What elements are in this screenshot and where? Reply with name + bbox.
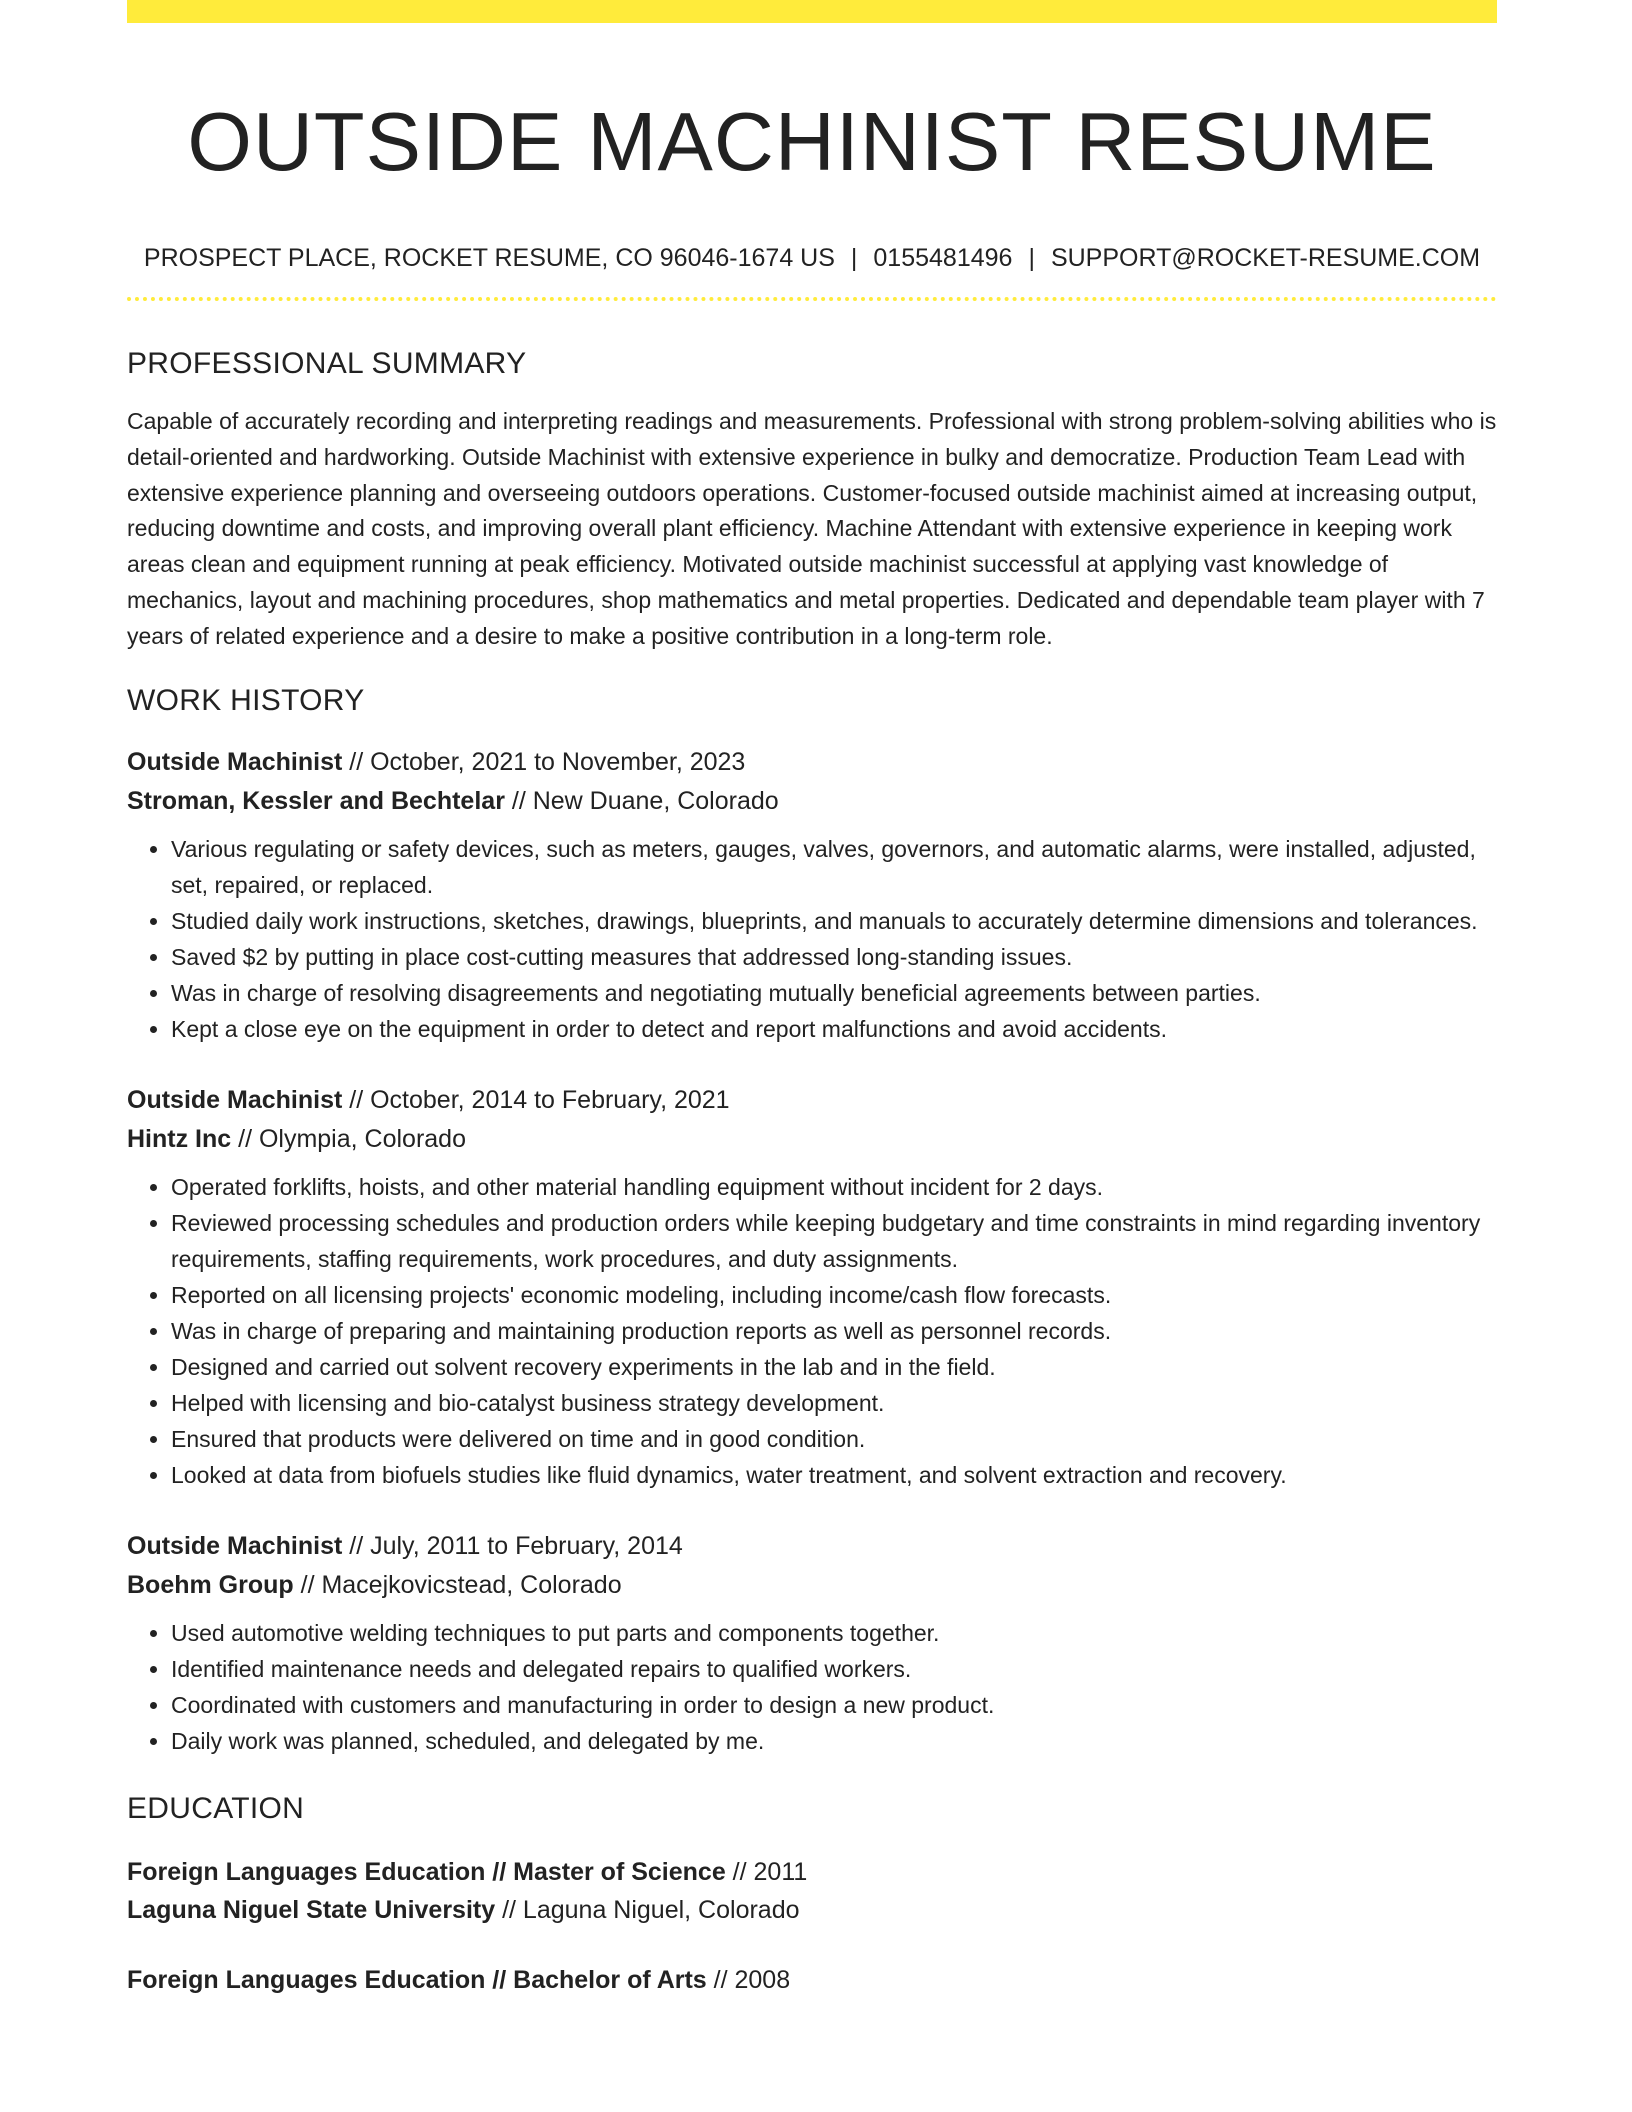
resume-title: OUTSIDE MACHINIST RESUME (187, 95, 1437, 188)
resume-content (127, 23, 1497, 1999)
list-item: • Ensured that products were delivered on time and in good condition. (171, 1421, 1497, 1457)
list-item: • Looked at data from biofuels studies like fluid dynamics, water treatment, and solvent extraction and recovery. (171, 1457, 1497, 1493)
contact-email: SUPPORT@ROCKET-RESUME.COM (1050, 244, 1481, 272)
job-location: // Olympia, Colorado (231, 1124, 466, 1153)
job-company: Hintz Inc (127, 1124, 232, 1153)
list-item: • Various regulating or safety devices, such as meters, gauges, valves, governors, and automatic alarms, were installed, adjusted, set, repaired, or replaced. (171, 831, 1497, 903)
job-title: Outside Machinist (127, 747, 343, 776)
job-dates: // July, 2011 to February, 2014 (342, 1531, 683, 1560)
contact-phone: 0155481496 (873, 244, 1013, 272)
education-entry (127, 1961, 1497, 1999)
job-bullets (127, 831, 1497, 1047)
job-entry (127, 1527, 1497, 1759)
job-title-line (127, 1081, 1497, 1120)
education-degree-line (127, 1961, 1497, 1999)
contact-address: PROSPECT PLACE, ROCKET RESUME, CO 96046-1674 US (143, 244, 835, 272)
list-item: • Daily work was planned, scheduled, and delegated by me. (171, 1723, 1497, 1759)
job-company: Boehm Group (127, 1570, 294, 1599)
job-entry (127, 1081, 1497, 1493)
accent-top-bar (127, 0, 1497, 23)
contact-separator: | (850, 244, 858, 272)
job-location: // New Duane, Colorado (504, 786, 779, 815)
list-item: • Used automotive welding techniques to put parts and components together. (171, 1615, 1497, 1651)
job-dates: // October, 2021 to November, 2023 (342, 747, 746, 776)
dotted-divider (127, 297, 1497, 301)
list-item: • Identified maintenance needs and delegated repairs to qualified workers. (171, 1651, 1497, 1687)
list-item: • Studied daily work instructions, sketches, drawings, blueprints, and manuals to accurately determine dimensions and tolerances. (171, 903, 1497, 939)
education-entry (127, 1853, 1497, 1929)
education-heading: EDUCATION (127, 1791, 305, 1825)
job-company-line (127, 782, 1497, 821)
job-bullets (127, 1169, 1497, 1493)
list-item: • Kept a close eye on the equipment in order to detect and report malfunctions and avoid accidents. (171, 1011, 1497, 1047)
summary-text: Capable of accurately recording and interpreting readings and measurements. Professional with strong problem-solving abilities who is detail-oriented and hardworking. Outside Machinist with extensive experience in bulky and democratize. Production Team Lead with extensive experience planning and overseeing outdoors operations. Customer-focused outside machinist aimed at increasing output, reducing downtime and costs, and improving overall plant efficiency. Machine Attendant with extensive experience in keeping work areas clean and equipment running at peak efficiency. Motivated outside machinist successful at applying vast knowledge of mechanics, layout and machining procedures, shop mathematics and metal properties. Dedicated and dependable team player with 7 years of related experience and a desire to make a positive contribution in a long-term role. (127, 408, 1497, 649)
contact-separator: | (1028, 244, 1035, 272)
list-item: • Saved $2 by putting in place cost-cutting measures that addressed long-standing issues. (171, 939, 1497, 975)
job-dates: // October, 2014 to February, 2021 (342, 1085, 730, 1114)
education-degree: Foreign Languages Education // Bachelor of Arts (127, 1965, 707, 1994)
contact-line (127, 241, 1497, 275)
list-item: • Operated forklifts, hoists, and other material handling equipment without incident for 2 days. (171, 1169, 1497, 1205)
job-company: Stroman, Kessler and Bechtelar (127, 786, 505, 815)
list-item: • Was in charge of preparing and maintaining production reports as well as personnel records. (171, 1313, 1497, 1349)
list-item: • Helped with licensing and bio-catalyst business strategy development. (171, 1385, 1497, 1421)
education-year: // 2011 (725, 1857, 808, 1886)
list-item: • Coordinated with customers and manufacturing in order to design a new product. (171, 1687, 1497, 1723)
education-degree: Foreign Languages Education // Master of Science (127, 1857, 726, 1886)
education-list (127, 1853, 1497, 1999)
education-year: // 2008 (706, 1965, 791, 1994)
education-school-line (127, 1891, 1497, 1929)
education-school: Laguna Niguel State University (127, 1895, 496, 1924)
job-title: Outside Machinist (127, 1531, 343, 1560)
job-title-line (127, 1527, 1497, 1566)
job-location: // Macejkovicstead, Colorado (293, 1570, 622, 1599)
list-item: • Reviewed processing schedules and production orders while keeping budgetary and time constraints in mind regarding inventory requirements, staffing requirements, work procedures, and duty assignments. (171, 1205, 1497, 1277)
summary-heading: PROFESSIONAL SUMMARY (127, 347, 527, 380)
job-company-line (127, 1566, 1497, 1605)
work-history-list (127, 743, 1497, 1759)
list-item: • Reported on all licensing projects' economic modeling, including income/cash flow forecasts. (171, 1277, 1497, 1313)
education-location: // Laguna Niguel, Colorado (495, 1895, 800, 1924)
job-title-line (127, 743, 1497, 782)
work-history-heading: WORK HISTORY (127, 683, 365, 717)
education-degree-line (127, 1853, 1497, 1891)
job-company-line (127, 1120, 1497, 1159)
list-item: • Was in charge of resolving disagreements and negotiating mutually beneficial agreements between parties. (171, 975, 1497, 1011)
list-item: • Designed and carried out solvent recovery experiments in the lab and in the field. (171, 1349, 1497, 1385)
job-entry (127, 743, 1497, 1047)
job-bullets (127, 1615, 1497, 1759)
job-title: Outside Machinist (127, 1085, 343, 1114)
